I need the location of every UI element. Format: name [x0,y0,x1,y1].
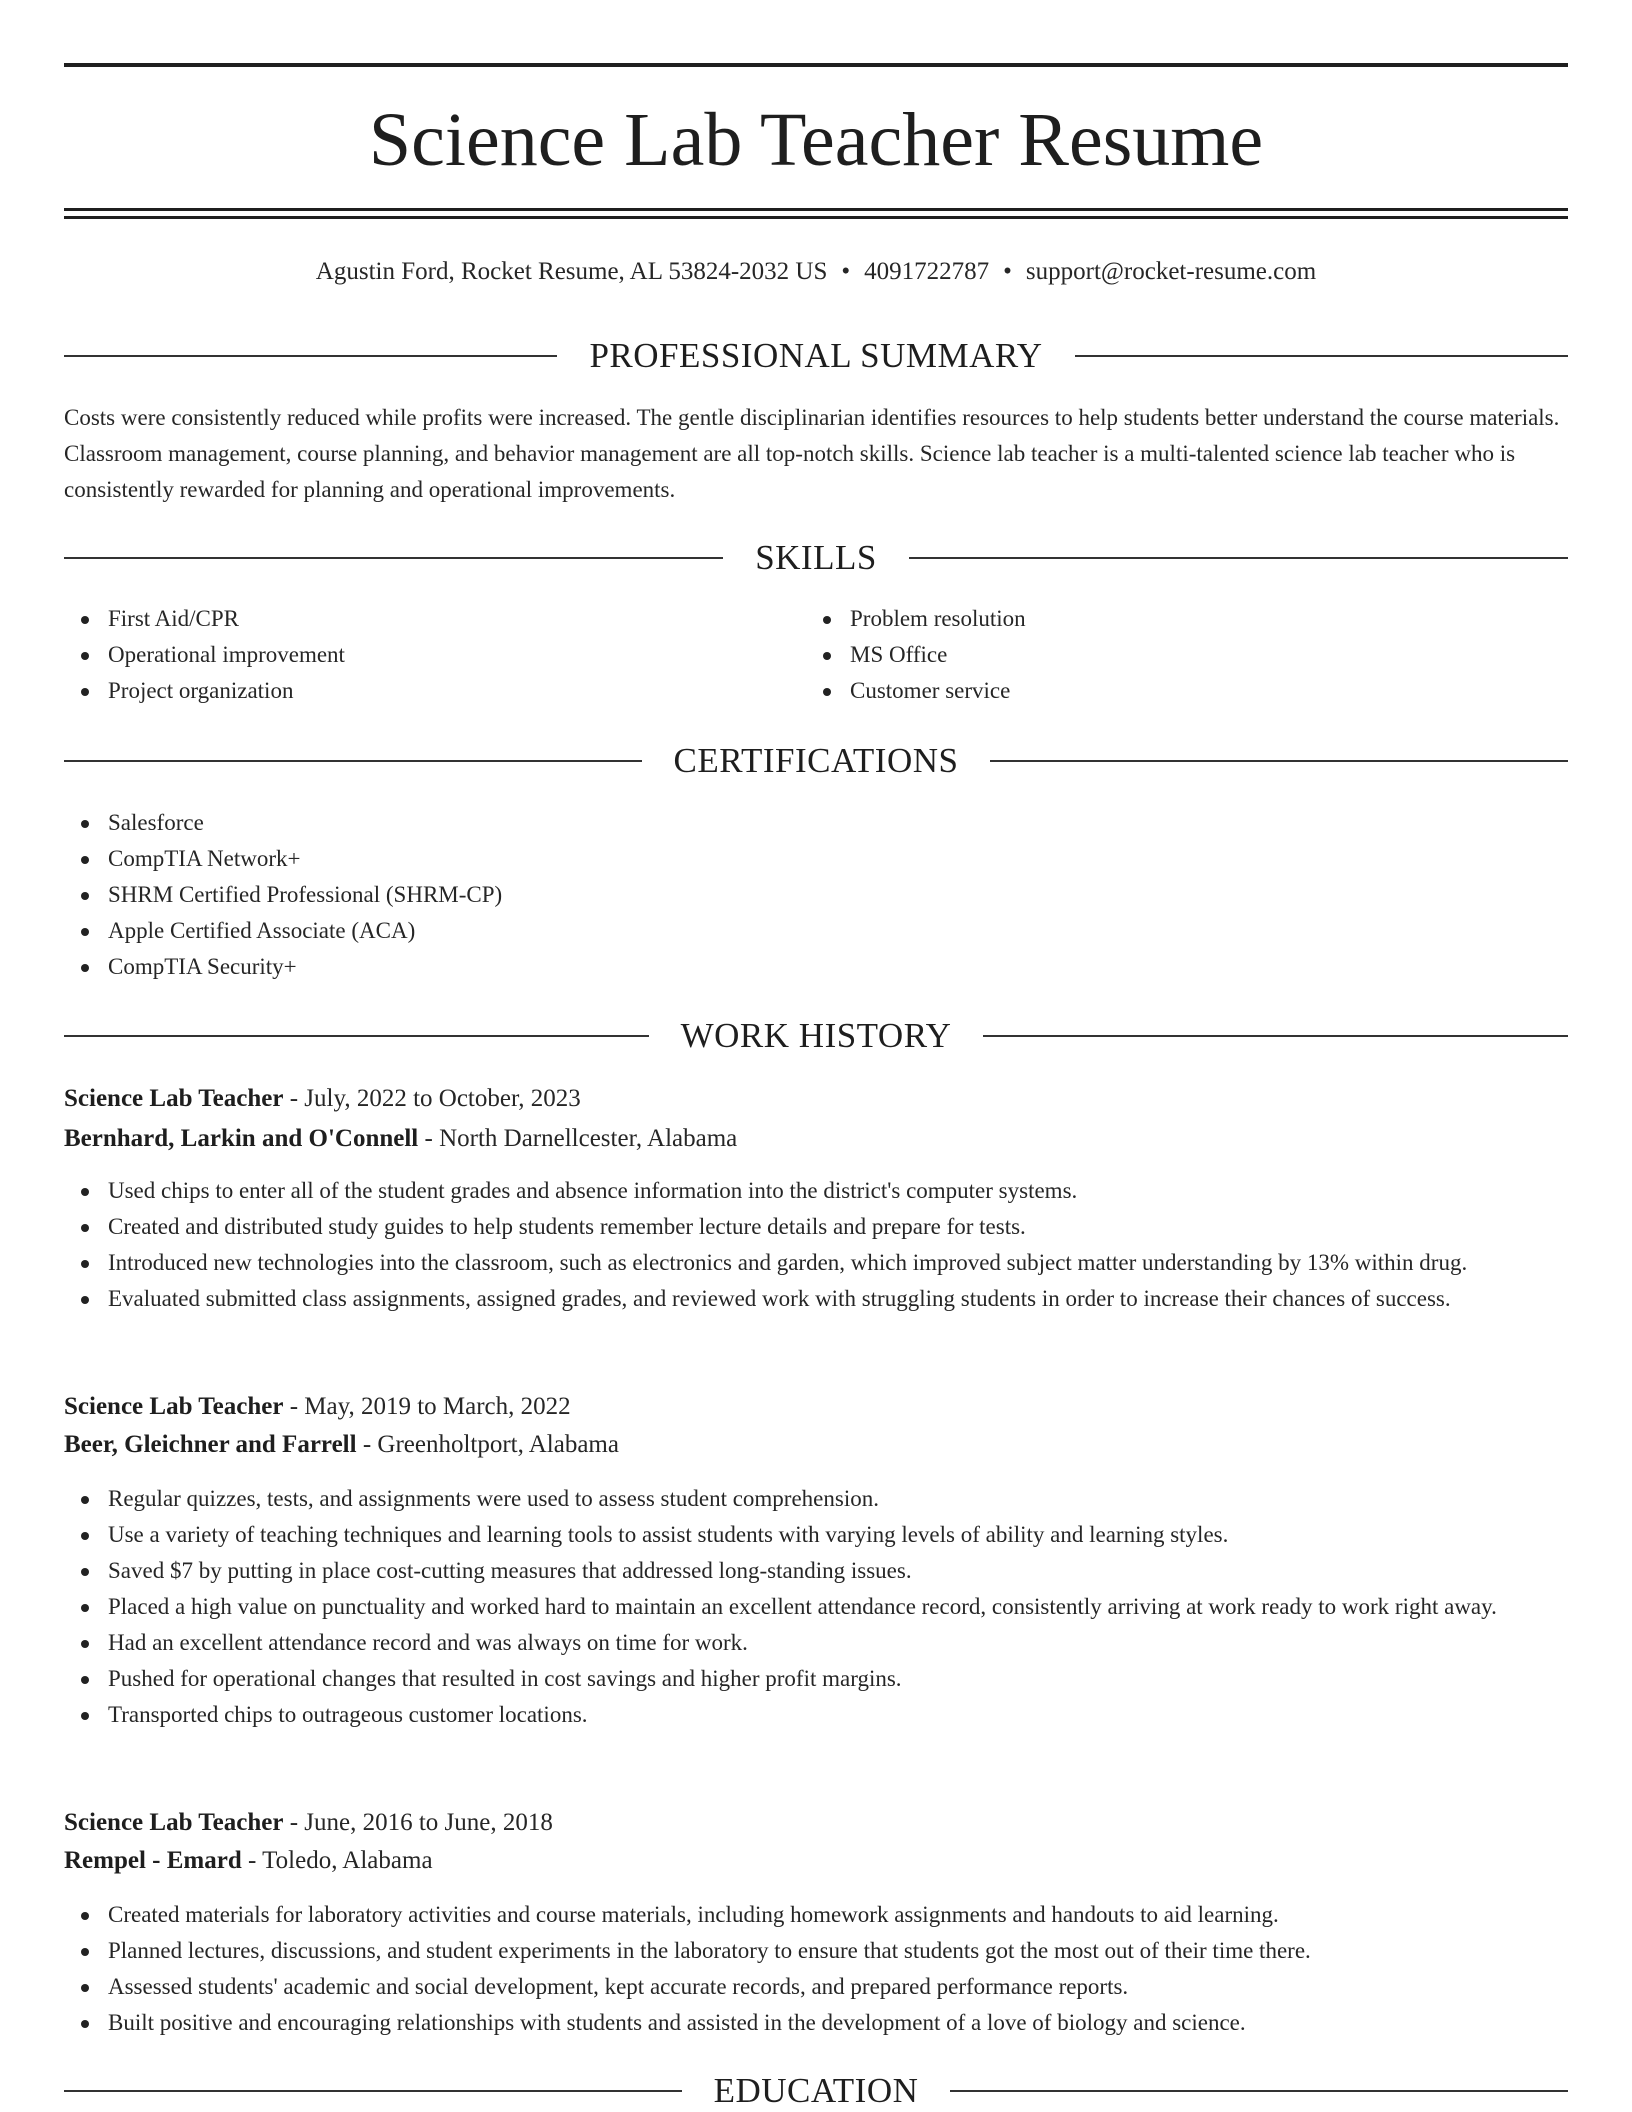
job-company-line [64,1427,1568,1463]
job-bullet: Had an excellent attendance record and was always on time for work. [64,1625,1568,1661]
section-title: WORK HISTORY [680,1016,952,1055]
job-bullet: Used chips to enter all of the student grades and absence information into the district's computer systems. [64,1173,1568,1209]
job-company: Rempel - Emard [64,1847,242,1874]
skills-list-right [806,601,1546,709]
section-heading-education [64,2071,1568,2111]
skill-item: Problem resolution [806,601,1546,637]
job-bullet: Assessed students' academic and social development, kept accurate records, and prepared performance reports. [64,1969,1568,2005]
section-heading-skills [64,538,1568,578]
title-double-rule-lower [64,216,1568,219]
job-bullet: Use a variety of teaching techniques and learning tools to assist students with varying levels of ability and learning styles. [64,1517,1568,1553]
skills-list-left [64,601,804,709]
certification-item: Apple Certified Associate (ACA) [64,913,1568,949]
job-title-line [64,1389,1568,1425]
job-dates: - May, 2019 to March, 2022 [283,1393,571,1420]
job-bullet: Evaluated submitted class assignments, assigned grades, and reviewed work with struggling students in order to increase their chances of success. [64,1281,1568,1317]
contact-separator: • [1003,258,1012,285]
contact-line [64,255,1568,289]
section-title: CERTIFICATIONS [673,741,959,780]
job-company: Beer, Gleichner and Farrell [64,1431,357,1458]
job-dates: - June, 2016 to June, 2018 [283,1809,553,1836]
job-title: Science Lab Teacher [64,1085,284,1112]
job-bullet: Pushed for operational changes that resulted in cost savings and higher profit margins. [64,1661,1568,1697]
heading-rule [983,1035,1568,1037]
heading-rule [909,557,1568,559]
heading-rule [64,355,557,357]
job-bullets [64,1481,1568,1733]
skill-item: Operational improvement [64,637,804,673]
job-title: Science Lab Teacher [64,1809,284,1836]
job-bullets [64,1173,1568,1317]
job-title: Science Lab Teacher [64,1393,284,1420]
job-bullet: Planned lectures, discussions, and student experiments in the laboratory to ensure that students got the most out of their time there. [64,1933,1568,1969]
certification-item: Salesforce [64,805,1568,841]
heading-rule [990,760,1568,762]
job-location: - Toledo, Alabama [241,1847,433,1874]
contact-separator: • [841,258,851,285]
skill-item: Project organization [64,673,804,709]
contact-email: support@rocket-resume.com [1025,258,1317,285]
section-heading-work-history [64,1016,1568,1056]
section-title: SKILLS [755,538,877,577]
heading-rule [64,557,723,559]
certifications-list [64,805,1568,985]
heading-rule [64,1035,649,1037]
job-bullets [64,1897,1568,2041]
job-bullet: Created materials for laboratory activities and course materials, including homework assignments and handouts to aid learning. [64,1897,1568,1933]
job-bullet: Saved $7 by putting in place cost-cutting measures that addressed long-standing issues. [64,1553,1568,1589]
section-title: EDUCATION [713,2071,919,2110]
resume-title: Science Lab Teacher Resume [368,98,1264,182]
job-bullet: Placed a high value on punctuality and worked hard to maintain an excellent attendance record, consistently arriving at work ready to work right away. [64,1589,1568,1625]
heading-rule [950,2090,1568,2092]
job-company-line [64,1843,1568,1879]
job-company: Bernhard, Larkin and O'Connell [64,1125,419,1152]
skill-item: Customer service [806,673,1546,709]
skill-item: MS Office [806,637,1546,673]
job-title-line [64,1805,1568,1841]
job-dates: - July, 2022 to October, 2023 [283,1085,581,1112]
job-bullet: Regular quizzes, tests, and assignments were used to assess student comprehension. [64,1481,1568,1517]
certification-item: CompTIA Security+ [64,949,1568,985]
title-double-rule-upper [64,208,1568,211]
job-bullet: Introduced new technologies into the classroom, such as electronics and garden, which improved subject matter understanding by 13% within drug. [64,1245,1568,1281]
job-title-line [64,1081,1568,1117]
heading-rule [64,760,642,762]
contact-phone: 4091722787 [864,258,990,285]
heading-rule [1075,355,1568,357]
job-bullet: Built positive and encouraging relationships with students and assisted in the development of a love of biology and science. [64,2005,1568,2041]
certification-item: SHRM Certified Professional (SHRM-CP) [64,877,1568,913]
heading-rule [64,2090,682,2092]
job-company-line [64,1121,1568,1157]
top-rule [64,63,1568,67]
job-location: - Greenholtport, Alabama [356,1431,619,1458]
job-bullet: Created and distributed study guides to help students remember lecture details and prepare for tests. [64,1209,1568,1245]
section-heading-summary [64,336,1568,376]
contact-address: Agustin Ford, Rocket Resume, AL 53824-2032 US [315,258,828,285]
job-bullet: Transported chips to outrageous customer locations. [64,1697,1568,1733]
summary-text: Costs were consistently reduced while profits were increased. The gentle disciplinarian identifies resources to help students better understand the course materials. Classroom management, course planning, and behavior management are all top-notch skills. Science lab teacher is a multi-talented science lab teacher who is consistently rewarded for planning and operational improvements. [64,405,1560,502]
section-title: PROFESSIONAL SUMMARY [589,336,1043,375]
job-location: - North Darnellcester, Alabama [418,1125,738,1152]
skill-item: First Aid/CPR [64,601,804,637]
certification-item: CompTIA Network+ [64,841,1568,877]
section-heading-certifications [64,741,1568,781]
